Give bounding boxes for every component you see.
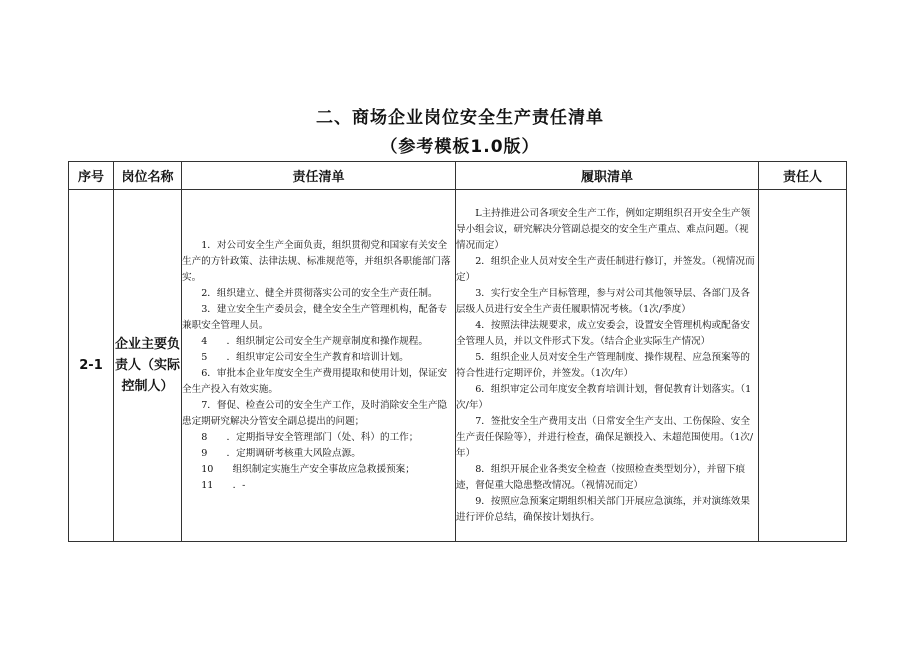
header-duties: 履职清单 — [456, 162, 759, 190]
responsibility-item: 5 ．组织审定公司安全生产教育和培训计划。 — [201, 351, 409, 363]
header-seq: 序号 — [69, 162, 114, 190]
duty-item: 6．组织审定公司年度安全教育培训计划，督促教育计划落实。（1次/年） — [456, 383, 752, 411]
table-header-row — [69, 162, 847, 190]
responsibility-item: 6．审批本企业年度安全生产费用提取和使用计划，保证安全生产投入有效实施。 — [182, 367, 448, 395]
responsibility-item: 3．建立安全生产委员会，健全安全生产管理机构，配备专兼职安全管理人员。 — [182, 303, 448, 331]
page-title: 二、商场企业岗位安全生产责任清单 — [316, 108, 604, 128]
responsibility-table — [68, 161, 847, 542]
duty-item: 5．组织企业人员对安全生产管理制度、操作规程、应急预案等的符合性进行定期评价，并签发。（1次/年） — [456, 351, 750, 379]
header-person: 责任人 — [759, 162, 847, 190]
cell-person — [759, 190, 847, 542]
duty-item: 2．组织企业人员对安全生产责任制进行修订，并签发。（视情况而定） — [456, 255, 755, 283]
cell-duties — [456, 190, 759, 542]
duty-item: 9．按照应急预案定期组织相关部门开展应急演练，并对演练效果进行评价总结，确保按计划执行。 — [456, 495, 750, 523]
page-subtitle: （参考模板1.0版） — [380, 137, 540, 157]
responsibility-item: 4 ．组织制定公司安全生产规章制度和操作规程。 — [201, 335, 428, 347]
header-position: 岗位名称 — [114, 162, 182, 190]
cell-responsibilities — [182, 190, 456, 542]
duty-item: 4．按照法律法规要求，成立安委会，设置安全管理机构或配备安全管理人员，并以文件形式下发。（结合企业实际生产情况） — [456, 319, 750, 347]
responsibility-item: 2．组织建立、健全并贯彻落实公司的安全生产责任制。 — [201, 287, 438, 299]
duty-item: L主持推进公司各项安全生产工作，例如定期组织召开安全生产领导小组会议，研究解决分管副总提交的安全生产重点、难点问题。（视情况而定） — [456, 207, 751, 251]
header-responsibilities: 责任清单 — [182, 162, 456, 190]
responsibility-item: 9 ．定期调研考核重大风险点源。 — [201, 447, 361, 459]
responsibility-item: 8 ．定期指导安全管理部门（处、科）的工作； — [201, 431, 419, 443]
table-row — [69, 190, 847, 542]
responsibility-item: 1．对公司安全生产全面负责，组织贯彻党和国家有关安全生产的方针政策、法律法规、标准规范等，并组织各职能部门落实。 — [182, 239, 451, 283]
responsibility-item: 10 组织制定实施生产安全事故应急救援预案； — [201, 463, 415, 475]
duty-item: 8．组织开展企业各类安全检查（按照检查类型划分），并留下痕迹，督促重大隐患整改情况。（视情况而定） — [456, 463, 746, 491]
cell-seq: 2-1 — [69, 190, 114, 542]
duty-item: 3．实行安全生产目标管理，参与对公司其他领导层、各部门及各层级人员进行安全生产责任履职情况考核。（1次/季度） — [456, 287, 750, 315]
cell-position: 企业主要负责人（实际控制人） — [114, 190, 182, 542]
responsibility-item: 7．督促、检查公司的安全生产工作，及时消除安全生产隐患定期研究解决分管安全副总提出的问题； — [182, 399, 448, 427]
duty-item: 7．签批安全生产费用支出（日常安全生产支出、工伤保险、安全生产责任保险等），并进行检查，确保足额投入、未超范围使用。（1次/年） — [456, 415, 754, 459]
responsibility-item: 11 ．- — [201, 479, 246, 491]
